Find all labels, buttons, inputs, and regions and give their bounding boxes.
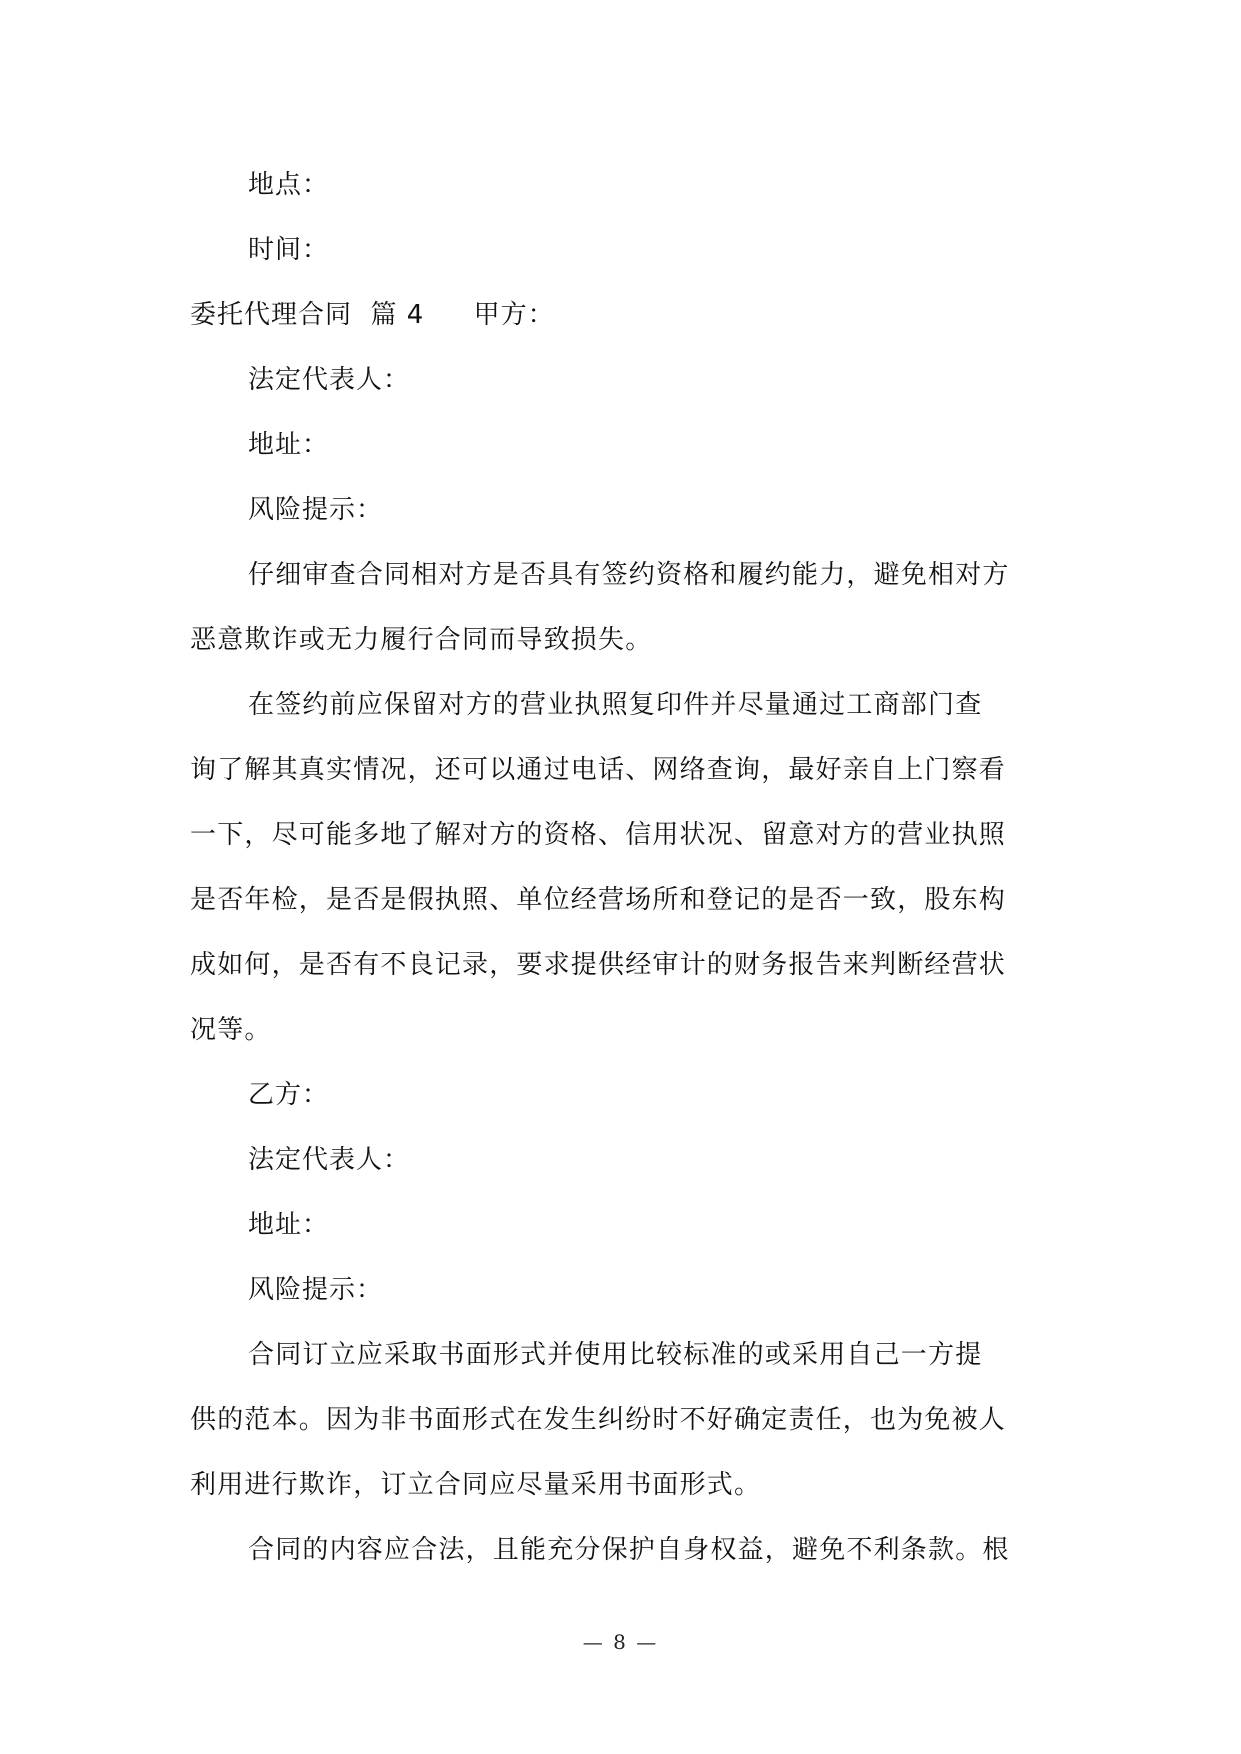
paragraph-line: 况等。 [190, 1015, 272, 1045]
party-b-address-label: 地址： [248, 1210, 330, 1240]
paragraph-line: 仔细审查合同相对方是否具有签约资格和履约能力，避免相对方 [248, 560, 1010, 590]
paragraph-line: 成如何，是否有不良记录，要求提供经审计的财务报告来判断经营状 [190, 950, 1007, 980]
contract-heading [190, 283, 1060, 348]
paragraph-line: 合同订立应采取书面形式并使用比较标准的或采用自己一方提 [248, 1340, 983, 1370]
party-a-address-label: 地址： [248, 430, 330, 460]
risk-paragraph-3 [190, 1323, 1060, 1518]
paragraph-line: 合同的内容应合法，且能充分保护自身权益，避免不利条款。根 [248, 1535, 1010, 1565]
party-b-risk-label: 风险提示： [248, 1275, 384, 1305]
paragraph-line: 在签约前应保留对方的营业执照复印件并尽量通过工商部门查 [248, 690, 983, 720]
page-number: — 8 — [582, 1630, 659, 1654]
paragraph-line: 是否年检，是否是假执照、单位经营场所和登记的是否一致，股东构 [190, 885, 1007, 915]
risk-paragraph-1 [190, 543, 1060, 673]
time-label: 时间： [248, 235, 330, 265]
paragraph-line: 利用进行欺诈，订立合同应尽量采用书面形式。 [190, 1470, 762, 1500]
party-b-legal-rep-label: 法定代表人： [248, 1145, 411, 1175]
party-a-label: 甲方： [473, 300, 555, 330]
paragraph-line: 恶意欺诈或无力履行合同而导致损失。 [190, 625, 653, 655]
paragraph-line: 供的范本。因为非书面形式在发生纠纷时不好确定责任，也为免被人 [190, 1405, 1007, 1435]
location-label: 地点： [248, 170, 330, 200]
paragraph-line: 一下，尽可能多地了解对方的资格、信用状况、留意对方的营业执照 [190, 820, 1007, 850]
risk-paragraph-4 [190, 1518, 1060, 1583]
risk-paragraph-2 [190, 673, 1060, 1063]
contract-title: 委托代理合同 篇 4 [190, 300, 425, 330]
paragraph-line: 询了解其真实情况，还可以通过电话、网络查询，最好亲自上门察看 [190, 755, 1007, 785]
party-b-label: 乙方： [248, 1080, 330, 1110]
party-a-legal-rep-label: 法定代表人： [248, 365, 411, 395]
document-page [190, 153, 1060, 1583]
party-a-risk-label: 风险提示： [248, 495, 384, 525]
